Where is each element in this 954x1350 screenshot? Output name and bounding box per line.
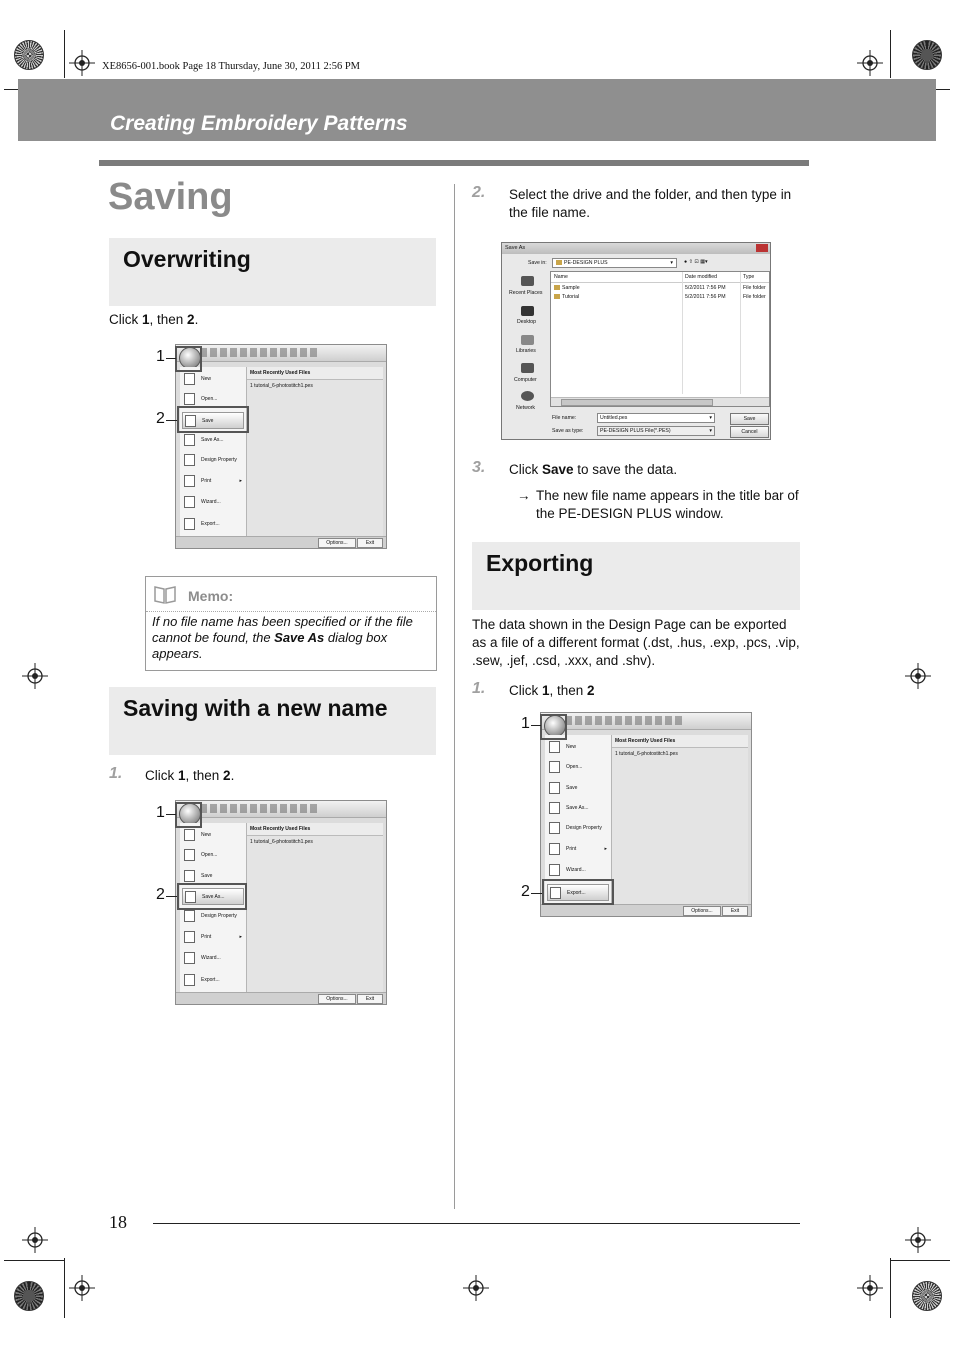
menu-item: Wizard...: [182, 494, 244, 511]
quick-access-toolbar: [541, 713, 751, 730]
crop-mark: [64, 1258, 65, 1318]
save-as-dialog-screenshot: [501, 242, 771, 440]
save-as-icon: [184, 434, 195, 446]
menu-item: Design Property: [182, 908, 244, 925]
toolbar-icons: ● ⇧ ⊡ ▦▾: [684, 259, 708, 265]
menu-item: New: [547, 739, 609, 756]
callout-number: 2: [156, 410, 165, 427]
file-type: File folder: [743, 294, 766, 300]
cancel-button: Cancel: [730, 426, 769, 438]
file-row: Tutorial: [554, 294, 579, 300]
quick-access-toolbar: [176, 801, 386, 818]
step-text: Click 1, then 2.: [145, 768, 235, 783]
column-date: Date modified: [685, 274, 718, 280]
page-number: 18: [109, 1212, 127, 1232]
step-text: Click 1, then 2: [509, 683, 595, 698]
menu-item: Wizard...: [182, 950, 244, 967]
callout-box: [175, 802, 202, 828]
callout-box: [175, 346, 202, 372]
quick-access-toolbar: [176, 345, 386, 362]
save-icon: [184, 870, 195, 882]
registration-mark-icon: [22, 663, 48, 689]
registration-mark-icon: [463, 1275, 489, 1301]
step-number: 2.: [472, 184, 486, 201]
crop-mark: [890, 1260, 950, 1261]
file-type: File folder: [743, 285, 766, 291]
print-icon: [184, 931, 195, 943]
registration-mark-icon: [22, 1227, 48, 1253]
column-name: Name: [554, 274, 568, 280]
menu-item: Save As...: [182, 432, 244, 449]
color-registration-rosette: [14, 40, 44, 70]
recent-files-panel: [612, 735, 748, 904]
overwriting-instruction: Click 1, then 2.: [109, 312, 199, 327]
section-title-exporting: Exporting: [486, 550, 594, 576]
wizard-icon: [184, 496, 195, 508]
result-text: The new file name appears in the title bar of the PE-DESIGN PLUS window.: [536, 488, 799, 521]
callout-leader: [531, 893, 542, 894]
memo-header: [146, 577, 436, 612]
open-icon: [184, 393, 195, 405]
callout-box: [542, 879, 614, 905]
step-number: 1.: [472, 680, 486, 697]
registration-mark-icon: [857, 1275, 883, 1301]
exit-button: Exit: [357, 538, 383, 548]
save-type-dropdown: PE-DESIGN PLUS File(*.PES) ▾: [597, 426, 715, 436]
place-desktop: Desktop: [517, 319, 537, 325]
recent-files-header: Most Recently Used Files: [612, 735, 748, 748]
recent-places-icon: [521, 276, 534, 286]
exporting-intro: The data shown in the Design Page can be exported as a file of a different format (.dst, .hus, .exp, .pcs, .vip, .sew, .jef, .csd, .xxx, and .shv).: [472, 617, 800, 668]
folder-icon: [554, 294, 560, 299]
result-arrow: →: [517, 488, 531, 503]
recent-files-header: Most Recently Used Files: [247, 367, 383, 380]
file-list: [550, 271, 770, 407]
file-date: 5/2/2011 7:56 PM: [685, 294, 726, 300]
place-computer: Computer: [514, 377, 537, 383]
menu-item: Save: [182, 412, 244, 429]
menu-footer: [541, 904, 751, 916]
recent-files-header: Most Recently Used Files: [247, 823, 383, 836]
menu-item: Save: [547, 780, 609, 797]
color-registration-rosette: [14, 1281, 44, 1311]
recent-files-panel: [247, 823, 383, 992]
running-head: Creating Embroidery Patterns: [110, 112, 408, 135]
menu-item: Export...: [182, 516, 244, 533]
recent-file-item: 1 tutorial_6-photostitch1.pes: [250, 383, 313, 389]
registration-mark-icon: [905, 663, 931, 689]
open-icon: [549, 761, 560, 773]
save-button: Save: [730, 413, 769, 425]
menu-item: Design Property: [547, 820, 609, 837]
toolbar-icons: [200, 804, 320, 813]
folder-icon: [556, 260, 562, 265]
memo-title: Memo:: [188, 588, 234, 604]
menu-item: Print ▸: [182, 929, 244, 946]
export-icon: [184, 518, 195, 530]
new-icon: [549, 741, 560, 753]
application-menu: [180, 367, 247, 536]
color-registration-rosette: [912, 1281, 942, 1311]
options-button: Options...: [683, 906, 721, 916]
network-icon: [521, 391, 534, 401]
exit-button: Exit: [722, 906, 748, 916]
toolbar-icons: [200, 348, 320, 357]
wizard-icon: [549, 864, 560, 876]
menu-item: Open...: [182, 391, 244, 408]
new-icon: [184, 373, 195, 385]
submenu-arrow-icon: ▸: [239, 934, 242, 940]
callout-box: [177, 406, 249, 433]
registration-mark-icon: [857, 50, 883, 76]
file-row: Sample: [554, 285, 580, 291]
chevron-down-icon: ▾: [709, 428, 712, 434]
callout-number: 2: [156, 886, 165, 903]
menu-item: Open...: [547, 759, 609, 776]
callout-leader: [166, 420, 177, 421]
callout-number: 1: [156, 348, 165, 365]
callout-box: [540, 714, 567, 740]
callout-number: 1: [156, 804, 165, 821]
design-property-icon: [184, 910, 195, 922]
menu-item: New: [182, 371, 244, 388]
save-in-dropdown: PE-DESIGN PLUS ▾: [552, 258, 677, 268]
recent-file-item: 1 tutorial_6-photostitch1.pes: [250, 839, 313, 845]
color-registration-rosette: [912, 40, 942, 70]
registration-mark-icon: [905, 1227, 931, 1253]
step-text: Select the drive and the folder, and then type in the file name.: [509, 187, 792, 220]
registration-mark-icon: [69, 1275, 95, 1301]
registration-mark-icon: [69, 50, 95, 76]
print-icon: [549, 843, 560, 855]
menu-item: Export...: [547, 884, 609, 901]
exit-button: Exit: [357, 994, 383, 1004]
section-title-overwriting: Overwriting: [123, 246, 251, 272]
step-number: 3.: [472, 459, 486, 476]
app-menu-screenshot: [175, 344, 387, 549]
libraries-icon: [521, 335, 534, 345]
menu-item: Open...: [182, 847, 244, 864]
callout-leader: [166, 358, 176, 359]
desktop-icon: [521, 306, 534, 316]
memo-box: [145, 576, 437, 671]
dialog-title: Save As: [502, 243, 770, 254]
place-recent: Recent Places: [509, 290, 543, 296]
page-title: Saving: [108, 176, 233, 218]
memo-text: If no file name has been specified or if the file cannot be found, the Save As dialog box appears.: [152, 614, 413, 661]
callout-leader: [531, 725, 541, 726]
menu-item: Save As...: [547, 800, 609, 817]
book-icon: [153, 585, 177, 605]
save-as-icon: [549, 802, 560, 814]
chevron-down-icon: ▾: [670, 260, 673, 266]
export-icon: [184, 974, 195, 986]
design-property-icon: [549, 822, 560, 834]
options-button: Options...: [318, 994, 356, 1004]
print-header-slug: XE8656-001.book Page 18 Thursday, June 30, 2011 2:56 PM: [102, 61, 361, 72]
crop-mark: [64, 30, 65, 78]
save-type-label: Save as type:: [552, 428, 584, 434]
menu-item: Wizard...: [547, 862, 609, 879]
menu-footer: [176, 536, 386, 548]
place-libraries: Libraries: [516, 348, 536, 354]
column-type: Type: [743, 274, 755, 280]
file-name-label: File name:: [552, 415, 577, 421]
chevron-down-icon: ▾: [709, 415, 712, 421]
step-text: Click Save to save the data.: [509, 462, 678, 477]
callout-box: [177, 883, 247, 910]
crop-mark: [890, 1258, 891, 1318]
section-title-saving-new-name: Saving with a new name: [123, 695, 388, 721]
callout-leader: [166, 896, 177, 897]
callout-number: 2: [521, 883, 530, 900]
file-name-field: Untitled.pes ▾: [597, 413, 715, 423]
menu-item: New: [182, 827, 244, 844]
submenu-arrow-icon: ▸: [239, 478, 242, 484]
menu-item: Design Property: [182, 452, 244, 469]
save-in-label: Save in:: [528, 260, 547, 266]
recent-files-panel: [247, 367, 383, 536]
crop-mark: [890, 30, 891, 78]
menu-footer: [176, 992, 386, 1004]
print-icon: [184, 475, 195, 487]
submenu-arrow-icon: ▸: [604, 846, 607, 852]
open-icon: [184, 849, 195, 861]
wizard-icon: [184, 952, 195, 964]
callout-number: 1: [521, 715, 530, 732]
horizontal-scrollbar: [551, 397, 769, 406]
crop-mark: [4, 1260, 64, 1261]
menu-item: Save: [182, 868, 244, 885]
menu-item: Print ▸: [182, 473, 244, 490]
folder-icon: [554, 285, 560, 290]
design-property-icon: [184, 454, 195, 466]
menu-item: Export...: [182, 972, 244, 989]
header-rule: [99, 160, 809, 166]
toolbar-icons: [565, 716, 685, 725]
computer-icon: [521, 363, 534, 373]
column-divider: [454, 184, 455, 1209]
new-icon: [184, 829, 195, 841]
place-network: Network: [516, 405, 536, 411]
menu-item: Print ▸: [547, 841, 609, 858]
options-button: Options...: [318, 538, 356, 548]
close-icon: [756, 244, 768, 252]
file-date: 5/2/2011 7:56 PM: [685, 285, 726, 291]
recent-file-item: 1 tutorial_6-photostitch1.pes: [615, 751, 678, 757]
step-number: 1.: [109, 765, 123, 782]
callout-leader: [166, 814, 176, 815]
save-icon: [549, 782, 560, 794]
footer-rule: [153, 1223, 800, 1224]
menu-item: Save As...: [182, 888, 244, 905]
